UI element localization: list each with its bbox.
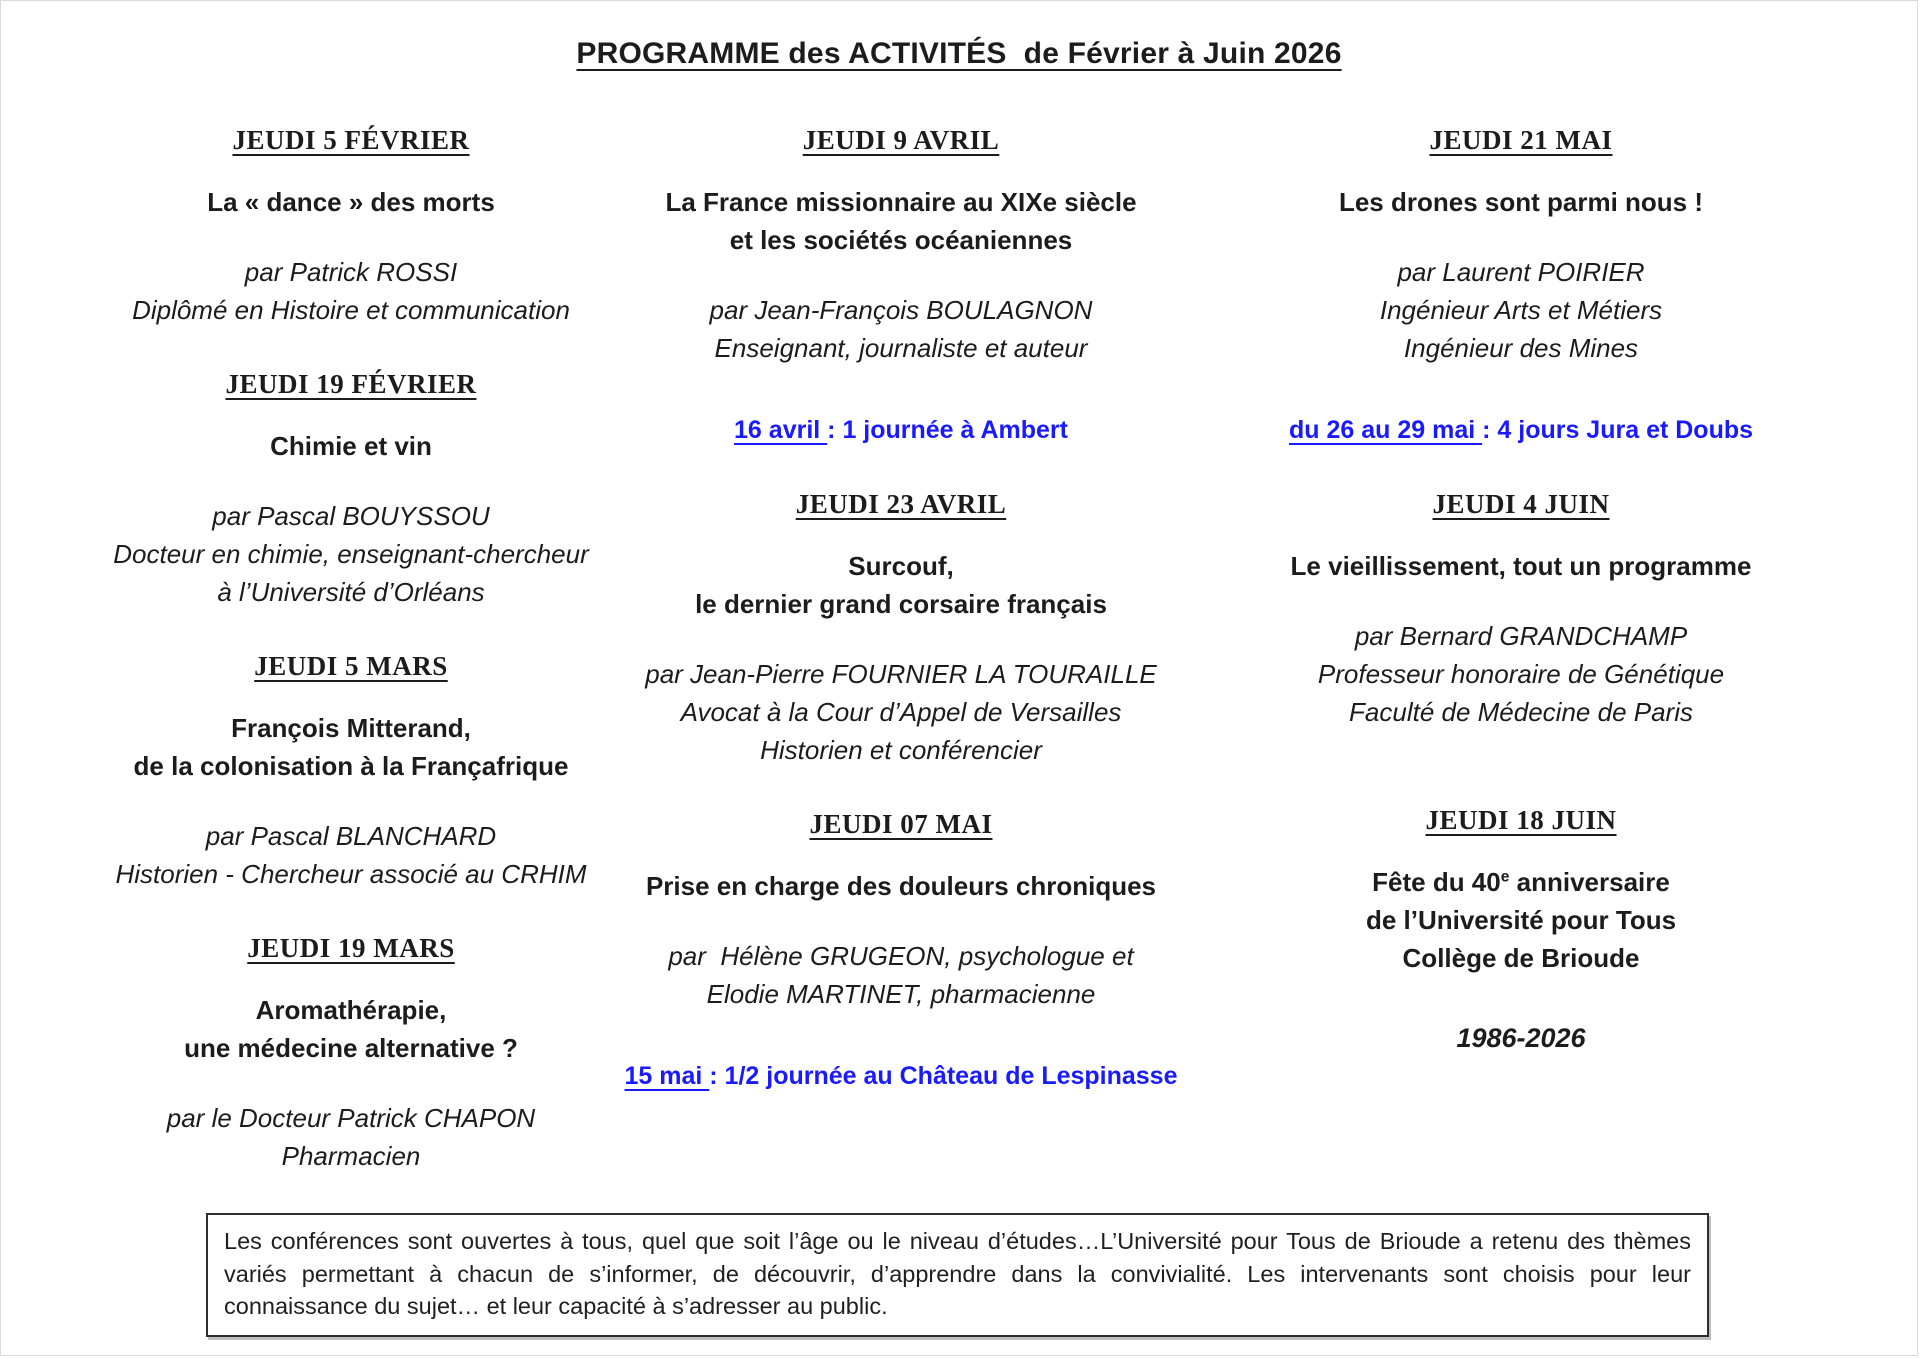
event-topic (606, 867, 1196, 905)
topic-line: Le vieillissement, tout un programme (1290, 551, 1752, 581)
speaker-line: par Pascal BOUYSSOU (212, 501, 490, 531)
excursion-desc: : 1 journée à Ambert (827, 416, 1068, 444)
event-date (606, 805, 1196, 843)
event-date (1226, 485, 1816, 523)
footer-note-box (206, 1213, 1709, 1337)
column-february-march (56, 121, 646, 1175)
topic-line: Les drones sont parmi nous ! (1338, 187, 1704, 217)
speaker-line: Docteur en chimie, enseignant-chercheur (113, 539, 589, 569)
excursion-note (1226, 411, 1816, 449)
speaker-line: Enseignant, journaliste et auteur (714, 333, 1088, 363)
event-topic (1226, 547, 1816, 585)
event-date-text: JEUDI 19 FÉVRIER (225, 369, 477, 399)
event-speaker (56, 497, 646, 611)
event-speaker (56, 253, 646, 329)
event-date (1226, 801, 1816, 839)
speaker-line: par Pascal BLANCHARD (205, 821, 497, 851)
event-date-text: JEUDI 19 MARS (247, 933, 455, 963)
anniversary-superscript: e (1500, 868, 1510, 886)
speaker-line: Ingénieur des Mines (1403, 333, 1639, 363)
speaker-line: par Bernard GRANDCHAMP (1354, 621, 1688, 651)
event-topic (56, 427, 646, 465)
event-topic (56, 183, 646, 221)
event-speaker (606, 291, 1196, 367)
speaker-line: par Patrick ROSSI (244, 257, 458, 287)
event-topic (1226, 183, 1816, 221)
speaker-line: Historien - Chercheur associé au CRHIM (115, 859, 587, 889)
excursion-desc: : 1/2 journée au Château de Lespinasse (709, 1062, 1178, 1090)
speaker-line: Historien et conférencier (760, 735, 1042, 765)
event-date (56, 121, 646, 159)
event-date-text: JEUDI 21 MAI (1429, 125, 1613, 155)
column-april-may (606, 121, 1196, 1095)
excursion-note (606, 1057, 1196, 1095)
event-date-text: JEUDI 07 MAI (809, 809, 993, 839)
topic-line: le dernier grand corsaire français (695, 589, 1107, 619)
event-speaker (1226, 253, 1816, 367)
excursion-date: 16 avril (734, 416, 828, 444)
event-date (56, 647, 646, 685)
event-date (1226, 121, 1816, 159)
topic-line: La « dance » des morts (207, 187, 495, 217)
topic-line: de l’Université pour Tous (1365, 905, 1677, 935)
anniversary-text-before: Fête du 40 (1372, 867, 1501, 897)
topic-line: Chimie et vin (270, 431, 432, 461)
topic-line: Prise en charge des douleurs chroniques (645, 871, 1157, 901)
topic-line: et les sociétés océaniennes (729, 225, 1073, 255)
speaker-line: Elodie MARTINET, pharmacienne (706, 979, 1096, 1009)
topic-line: La France missionnaire au XIXe siècle (665, 187, 1137, 217)
topic-line: François Mitterand, (231, 713, 471, 743)
speaker-line: Ingénieur Arts et Métiers (1379, 295, 1663, 325)
speaker-line: Avocat à la Cour d’Appel de Versailles (680, 697, 1122, 727)
excursion-desc: : 4 jours Jura et Doubs (1482, 416, 1754, 444)
event-topic (606, 183, 1196, 259)
speaker-line: par Laurent POIRIER (1397, 257, 1645, 287)
speaker-line: Diplômé en Histoire et communication (132, 295, 570, 325)
event-date-text: JEUDI 5 MARS (254, 651, 448, 681)
speaker-line: Professeur honoraire de Génétique (1317, 659, 1725, 689)
event-date-text: JEUDI 5 FÉVRIER (232, 125, 470, 155)
event-speaker (56, 1099, 646, 1175)
event-date-text: JEUDI 9 AVRIL (802, 125, 1000, 155)
event-speaker (56, 817, 646, 893)
topic-line: Collège de Brioude (1402, 943, 1640, 973)
topic-line: Surcouf, (848, 551, 954, 581)
speaker-line: par Jean-Pierre FOURNIER LA TOURAILLE (645, 659, 1157, 689)
event-speaker (606, 937, 1196, 1013)
topic-line: de la colonisation à la Françafrique (133, 751, 569, 781)
topic-line: Aromathérapie, (255, 995, 447, 1025)
event-topic (1226, 863, 1816, 977)
speaker-line: par Jean-François BOULAGNON (709, 295, 1093, 325)
topic-line-anniversary (1226, 863, 1816, 901)
excursion-date: 15 mai (624, 1062, 710, 1090)
excursion-date: du 26 au 29 mai (1288, 416, 1483, 444)
event-topic (606, 547, 1196, 623)
event-date (56, 365, 646, 403)
event-topic (56, 709, 646, 785)
anniversary-years: 1986-2026 (1456, 1023, 1586, 1053)
speaker-line: par le Docteur Patrick CHAPON (166, 1103, 536, 1133)
event-date-text: JEUDI 18 JUIN (1425, 805, 1617, 835)
event-date (56, 929, 646, 967)
page-title: PROGRAMME des ACTIVITÉS de Février à Juin 2026 (576, 37, 1342, 70)
excursion-note (606, 411, 1196, 449)
footer-note-text: Les conférences sont ouvertes à tous, quel que soit l’âge ou le niveau d’études…L’Université pour Tous de Brioude a retenu des thèmes variés permettant à chacun de s’informer, de découvrir, d’apprendre dans la convivialité. Les intervenants sont choisis pour leur connaissance du sujet… et leur capacité à s’adresser au public. (224, 1228, 1691, 1319)
event-date-text: JEUDI 23 AVRIL (795, 489, 1007, 519)
event-date (606, 121, 1196, 159)
topic-line: une médecine alternative ? (184, 1033, 518, 1063)
anniversary-text-after: anniversaire (1509, 867, 1670, 897)
event-date (606, 485, 1196, 523)
event-date-text: JEUDI 4 JUIN (1432, 489, 1610, 519)
speaker-line: Pharmacien (281, 1141, 421, 1171)
column-may-june (1226, 121, 1816, 1057)
event-topic (56, 991, 646, 1067)
speaker-line: Faculté de Médecine de Paris (1349, 697, 1693, 727)
event-speaker (1226, 617, 1816, 731)
speaker-line: par Hélène GRUGEON, psychologue et (668, 941, 1134, 971)
speaker-line: à l’Université d’Orléans (217, 577, 485, 607)
event-speaker (606, 655, 1196, 769)
